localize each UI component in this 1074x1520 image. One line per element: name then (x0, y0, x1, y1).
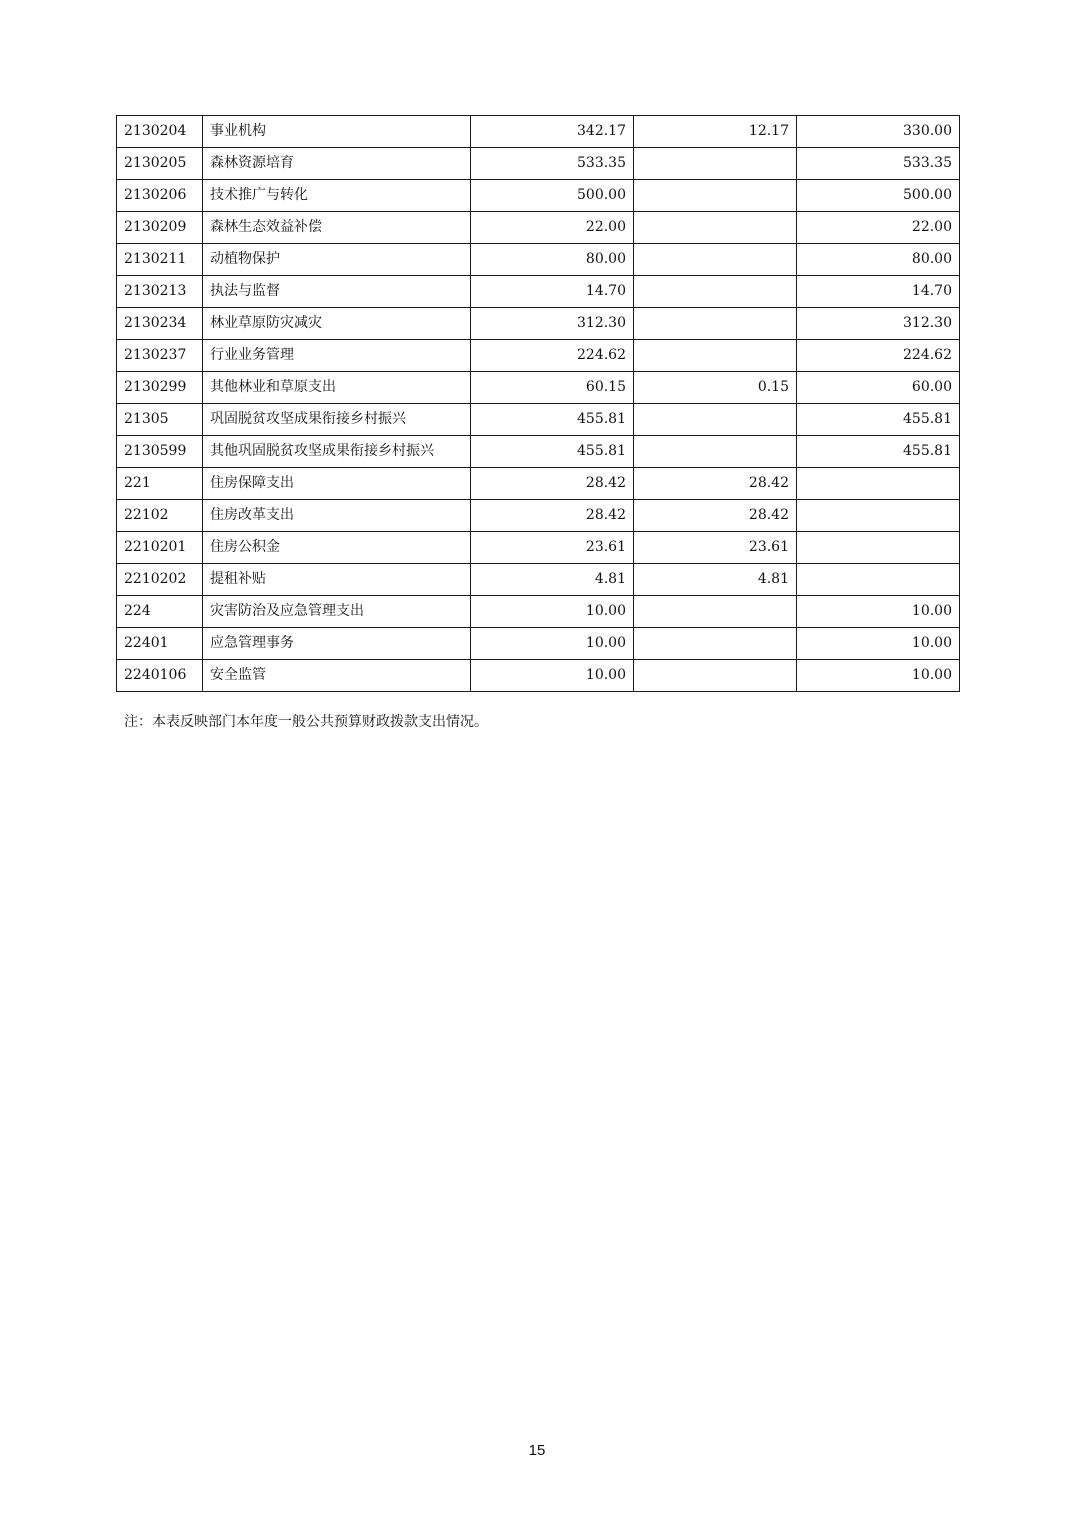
basic-expenditure-cell: 12.17 (634, 116, 797, 148)
subject-code-cell: 2210201 (117, 532, 203, 564)
subject-name-cell: 事业机构 (203, 116, 471, 148)
basic-expenditure-cell (634, 212, 797, 244)
basic-expenditure-cell (634, 660, 797, 692)
subject-name-cell: 森林资源培育 (203, 148, 471, 180)
project-expenditure-cell: 10.00 (797, 628, 960, 660)
project-expenditure-cell (797, 500, 960, 532)
project-expenditure-cell: 455.81 (797, 436, 960, 468)
table-row (117, 276, 960, 308)
subject-name-cell: 住房改革支出 (203, 500, 471, 532)
project-expenditure-cell: 224.62 (797, 340, 960, 372)
total-amount-cell: 14.70 (471, 276, 634, 308)
project-expenditure-cell: 312.30 (797, 308, 960, 340)
subject-code-cell: 2240106 (117, 660, 203, 692)
total-amount-cell: 80.00 (471, 244, 634, 276)
total-amount-cell: 342.17 (471, 116, 634, 148)
subject-code-cell: 2210202 (117, 564, 203, 596)
project-expenditure-cell (797, 468, 960, 500)
total-amount-cell: 23.61 (471, 532, 634, 564)
subject-name-cell: 动植物保护 (203, 244, 471, 276)
table-row (117, 212, 960, 244)
subject-code-cell: 221 (117, 468, 203, 500)
subject-code-cell: 2130204 (117, 116, 203, 148)
basic-expenditure-cell (634, 244, 797, 276)
table-row (117, 148, 960, 180)
subject-code-cell: 2130237 (117, 340, 203, 372)
total-amount-cell: 10.00 (471, 660, 634, 692)
basic-expenditure-cell (634, 628, 797, 660)
project-expenditure-cell (797, 564, 960, 596)
subject-code-cell: 2130206 (117, 180, 203, 212)
basic-expenditure-cell (634, 340, 797, 372)
project-expenditure-cell: 533.35 (797, 148, 960, 180)
total-amount-cell: 10.00 (471, 596, 634, 628)
subject-code-cell: 22401 (117, 628, 203, 660)
subject-name-cell: 安全监管 (203, 660, 471, 692)
table-note: 注：本表反映部门本年度一般公共预算财政拨款支出情况。 (124, 714, 488, 730)
subject-name-cell: 住房公积金 (203, 532, 471, 564)
project-expenditure-cell (797, 532, 960, 564)
project-expenditure-cell: 80.00 (797, 244, 960, 276)
table-row (117, 404, 960, 436)
table-row (117, 308, 960, 340)
table-row (117, 244, 960, 276)
subject-name-cell: 提租补贴 (203, 564, 471, 596)
project-expenditure-cell: 455.81 (797, 404, 960, 436)
subject-code-cell: 2130209 (117, 212, 203, 244)
basic-expenditure-cell (634, 148, 797, 180)
basic-expenditure-cell (634, 404, 797, 436)
subject-name-cell: 巩固脱贫攻坚成果衔接乡村振兴 (203, 404, 471, 436)
subject-name-cell: 其他巩固脱贫攻坚成果衔接乡村振兴 (203, 436, 471, 468)
table-row (117, 436, 960, 468)
basic-expenditure-cell (634, 276, 797, 308)
table-row (117, 564, 960, 596)
table-row (117, 500, 960, 532)
total-amount-cell: 4.81 (471, 564, 634, 596)
subject-code-cell: 22102 (117, 500, 203, 532)
subject-code-cell: 21305 (117, 404, 203, 436)
subject-name-cell: 森林生态效益补偿 (203, 212, 471, 244)
subject-code-cell: 2130234 (117, 308, 203, 340)
basic-expenditure-cell: 4.81 (634, 564, 797, 596)
table-row (117, 532, 960, 564)
subject-code-cell: 2130211 (117, 244, 203, 276)
project-expenditure-cell: 500.00 (797, 180, 960, 212)
total-amount-cell: 28.42 (471, 468, 634, 500)
table-row (117, 596, 960, 628)
table-row (117, 468, 960, 500)
table-row (117, 116, 960, 148)
total-amount-cell: 500.00 (471, 180, 634, 212)
subject-code-cell: 2130205 (117, 148, 203, 180)
total-amount-cell: 224.62 (471, 340, 634, 372)
subject-name-cell: 林业草原防灾减灾 (203, 308, 471, 340)
total-amount-cell: 312.30 (471, 308, 634, 340)
subject-code-cell: 2130599 (117, 436, 203, 468)
project-expenditure-cell: 14.70 (797, 276, 960, 308)
table-row (117, 372, 960, 404)
page-number: 15 (528, 1442, 546, 1459)
subject-code-cell: 2130299 (117, 372, 203, 404)
basic-expenditure-cell: 28.42 (634, 468, 797, 500)
total-amount-cell: 533.35 (471, 148, 634, 180)
table-row (117, 340, 960, 372)
basic-expenditure-cell (634, 180, 797, 212)
table-row (117, 180, 960, 212)
basic-expenditure-cell (634, 308, 797, 340)
project-expenditure-cell: 330.00 (797, 116, 960, 148)
project-expenditure-cell: 22.00 (797, 212, 960, 244)
basic-expenditure-cell (634, 436, 797, 468)
subject-name-cell: 技术推广与转化 (203, 180, 471, 212)
table-row (117, 660, 960, 692)
budget-expenditure-table (116, 115, 960, 692)
total-amount-cell: 22.00 (471, 212, 634, 244)
project-expenditure-cell: 10.00 (797, 660, 960, 692)
total-amount-cell: 455.81 (471, 404, 634, 436)
total-amount-cell: 60.15 (471, 372, 634, 404)
project-expenditure-cell: 60.00 (797, 372, 960, 404)
subject-name-cell: 执法与监督 (203, 276, 471, 308)
total-amount-cell: 455.81 (471, 436, 634, 468)
subject-code-cell: 2130213 (117, 276, 203, 308)
total-amount-cell: 28.42 (471, 500, 634, 532)
subject-code-cell: 224 (117, 596, 203, 628)
basic-expenditure-cell (634, 596, 797, 628)
basic-expenditure-cell: 0.15 (634, 372, 797, 404)
subject-name-cell: 住房保障支出 (203, 468, 471, 500)
table-row (117, 628, 960, 660)
basic-expenditure-cell: 23.61 (634, 532, 797, 564)
subject-name-cell: 行业业务管理 (203, 340, 471, 372)
table-body (117, 116, 960, 692)
basic-expenditure-cell: 28.42 (634, 500, 797, 532)
subject-name-cell: 应急管理事务 (203, 628, 471, 660)
subject-name-cell: 其他林业和草原支出 (203, 372, 471, 404)
project-expenditure-cell: 10.00 (797, 596, 960, 628)
total-amount-cell: 10.00 (471, 628, 634, 660)
subject-name-cell: 灾害防治及应急管理支出 (203, 596, 471, 628)
